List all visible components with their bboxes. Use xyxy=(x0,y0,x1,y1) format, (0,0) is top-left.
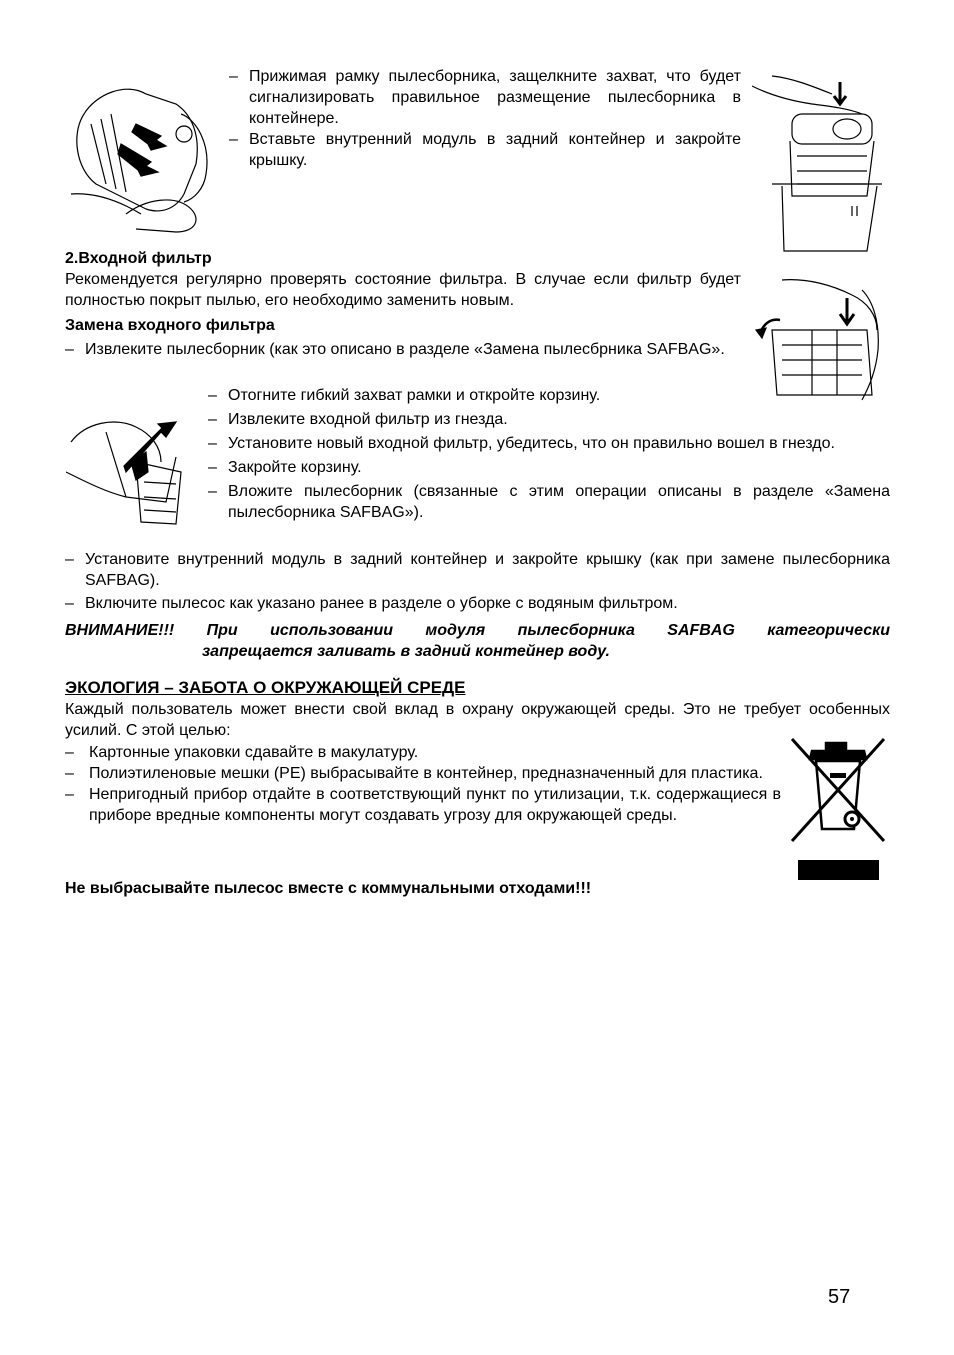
weee-bar xyxy=(798,860,879,880)
list-item: – Извлеките входной фильтр из гнезда. xyxy=(208,409,890,430)
list-item: – Установите новый входной фильтр, убедитесь, что он правильно вошел в гнездо. xyxy=(208,433,890,454)
filter-heading: 2.Входной фильтр xyxy=(65,250,212,267)
list-item: – Отогните гибкий захват рамки и откройте корзину. xyxy=(208,385,890,406)
warning-line: ВНИМАНИЕ!!! При использовании модуля пылесборника SAFBAG категорически xyxy=(65,622,890,639)
crossed-out-wheelie-bin-icon xyxy=(790,737,886,847)
illustration-filter-removal xyxy=(66,402,188,530)
ecology-title: ЭКОЛОГИЯ – ЗАБОТА О ОКРУЖАЮЩЕЙ СРЕДЕ xyxy=(65,678,466,697)
illustration-insert-module xyxy=(752,66,884,256)
illustration-frame-latch xyxy=(66,74,216,234)
filter-subheading: Замена входного фильтра xyxy=(65,317,275,334)
ecology-bold-note: Не выбрасывайте пылесос вместе с коммунальными отходами!!! xyxy=(65,880,592,897)
filter-paragraph: Рекомендуется регулярно проверять состояние фильтра. В случае если фильтр будет полностью покрыт пылью, его необходимо заменить новым. xyxy=(65,271,741,309)
list-item: – Вложите пылесборник (связанные с этим операции описаны в разделе «Замена пылесборника SAFBAG»). xyxy=(208,481,890,523)
list-item: – Закройте корзину. xyxy=(208,457,890,478)
list-item: – Прижимая рамку пылесборника, защелкните захват, что будет сигнализировать правильное размещение пылесборника в контейнере. xyxy=(229,66,741,129)
ecology-paragraph: Каждый пользователь может внести свой вклад в охрану окружающей среды. Это не требует особенных усилий. С этой целью: xyxy=(65,701,890,739)
list-item: – Включите пылесос как указано ранее в разделе о уборке с водяным фильтром. xyxy=(65,593,890,614)
list-item: – Установите внутренний модуль в задний контейнер и закройте крышку (как при замене пылесборника SAFBAG). xyxy=(65,549,890,591)
list-item: – Извлеките пылесборник (как это описано в разделе «Замена пылесбрника SAFBAG». xyxy=(65,339,741,360)
list-item: – Картонные упаковки сдавайте в макулатуру. xyxy=(65,742,781,763)
list-item: – Полиэтиленовые мешки (PE) выбрасывайте в контейнер, предназначенный для пластика. xyxy=(65,763,781,784)
list-item: – Вставьте внутренний модуль в задний контейнер и закройте крышку. xyxy=(229,129,741,171)
page-number: 57 xyxy=(828,1286,851,1308)
list-item: – Непригодный прибор отдайте в соответствующий пункт по утилизации, т.к. содержащиеся в приборе вредные компоненты могут создавать угрозу для окружающей среды. xyxy=(65,784,781,826)
warning-line: запрещается заливать в задний контейнер воду. xyxy=(202,643,610,660)
